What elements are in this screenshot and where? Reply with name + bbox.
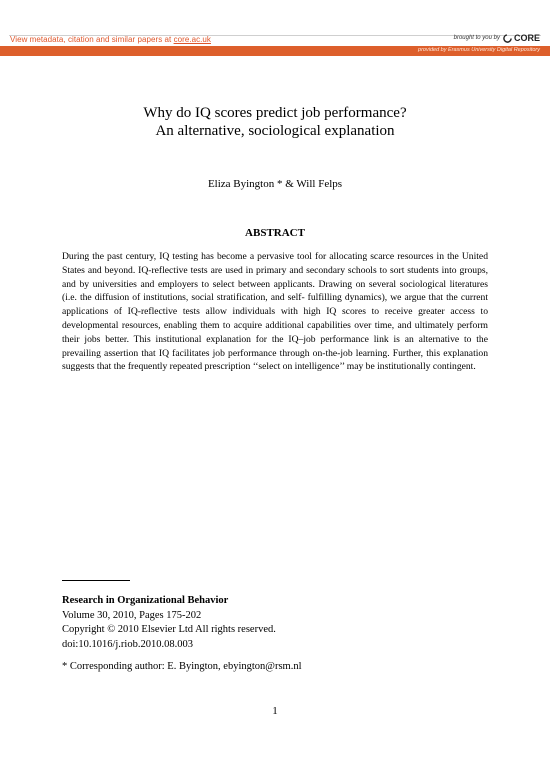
- doi: doi:10.1016/j.riob.2010.08.003: [62, 638, 193, 650]
- metadata-text: View metadata, citation and similar papers at: [10, 35, 174, 44]
- core-logo-text: CORE: [513, 33, 540, 43]
- paper-title: [0, 104, 550, 140]
- title-line-2: An alternative, sociological explanation: [155, 123, 395, 139]
- title-line-1: Why do IQ scores predict job performance?: [143, 105, 407, 121]
- authors: Eliza Byington * & Will Felps: [207, 178, 343, 190]
- abstract-heading: ABSTRACT: [245, 227, 305, 239]
- provided-by-text[interactable]: provided by Erasmus University Digital Repository: [418, 47, 540, 53]
- abstract-text: During the past century, IQ testing has become a pervasive tool for allocating scarce resources in the United States and beyond. IQ-reflective tests are used in primary and secondary schools to sort students into groups, and by universities and employers to select between applicants. Drawing on several sociological literatures (i.e. the diffusion of institutions, social stratification, and self- fulfilling dynamics), we argue that the current applications of IQ-reflective tests allow individuals with high IQ scores to receive greater access to developmental resources, enabling them to acquire additional capabilities over time, and ultimately perform their jobs better. This institutional explanation for the IQ–job performance link is an alternative to the prevailing assertion that IQ facilitates job performance through on-the-job learning. Further, this explanation suggests that the frequently repeated prescription ‘‘select on intelligence’’ may be institutionally contingent.: [62, 251, 488, 373]
- brought-by: [454, 33, 540, 43]
- journal-info: [62, 594, 276, 652]
- brought-by-text: brought to you by: [453, 35, 500, 41]
- core-logo-icon: [503, 34, 512, 43]
- metadata-link-line[interactable]: [10, 35, 211, 44]
- core-banner: [0, 0, 550, 45]
- footnote-rule: [62, 580, 130, 581]
- corresponding-author: * Corresponding author: E. Byington, ebyington@rsm.nl: [62, 661, 302, 672]
- copyright: Copyright © 2010 Elsevier Ltd All rights reserved.: [62, 624, 276, 635]
- page-number: 1: [272, 705, 278, 717]
- core-link[interactable]: core.ac.uk: [173, 35, 211, 44]
- journal-volume: Volume 30, 2010, Pages 175-202: [62, 609, 202, 621]
- journal-title: Research in Organizational Behavior: [62, 595, 229, 606]
- provider-stripe: [0, 46, 550, 56]
- core-logo[interactable]: [503, 33, 540, 43]
